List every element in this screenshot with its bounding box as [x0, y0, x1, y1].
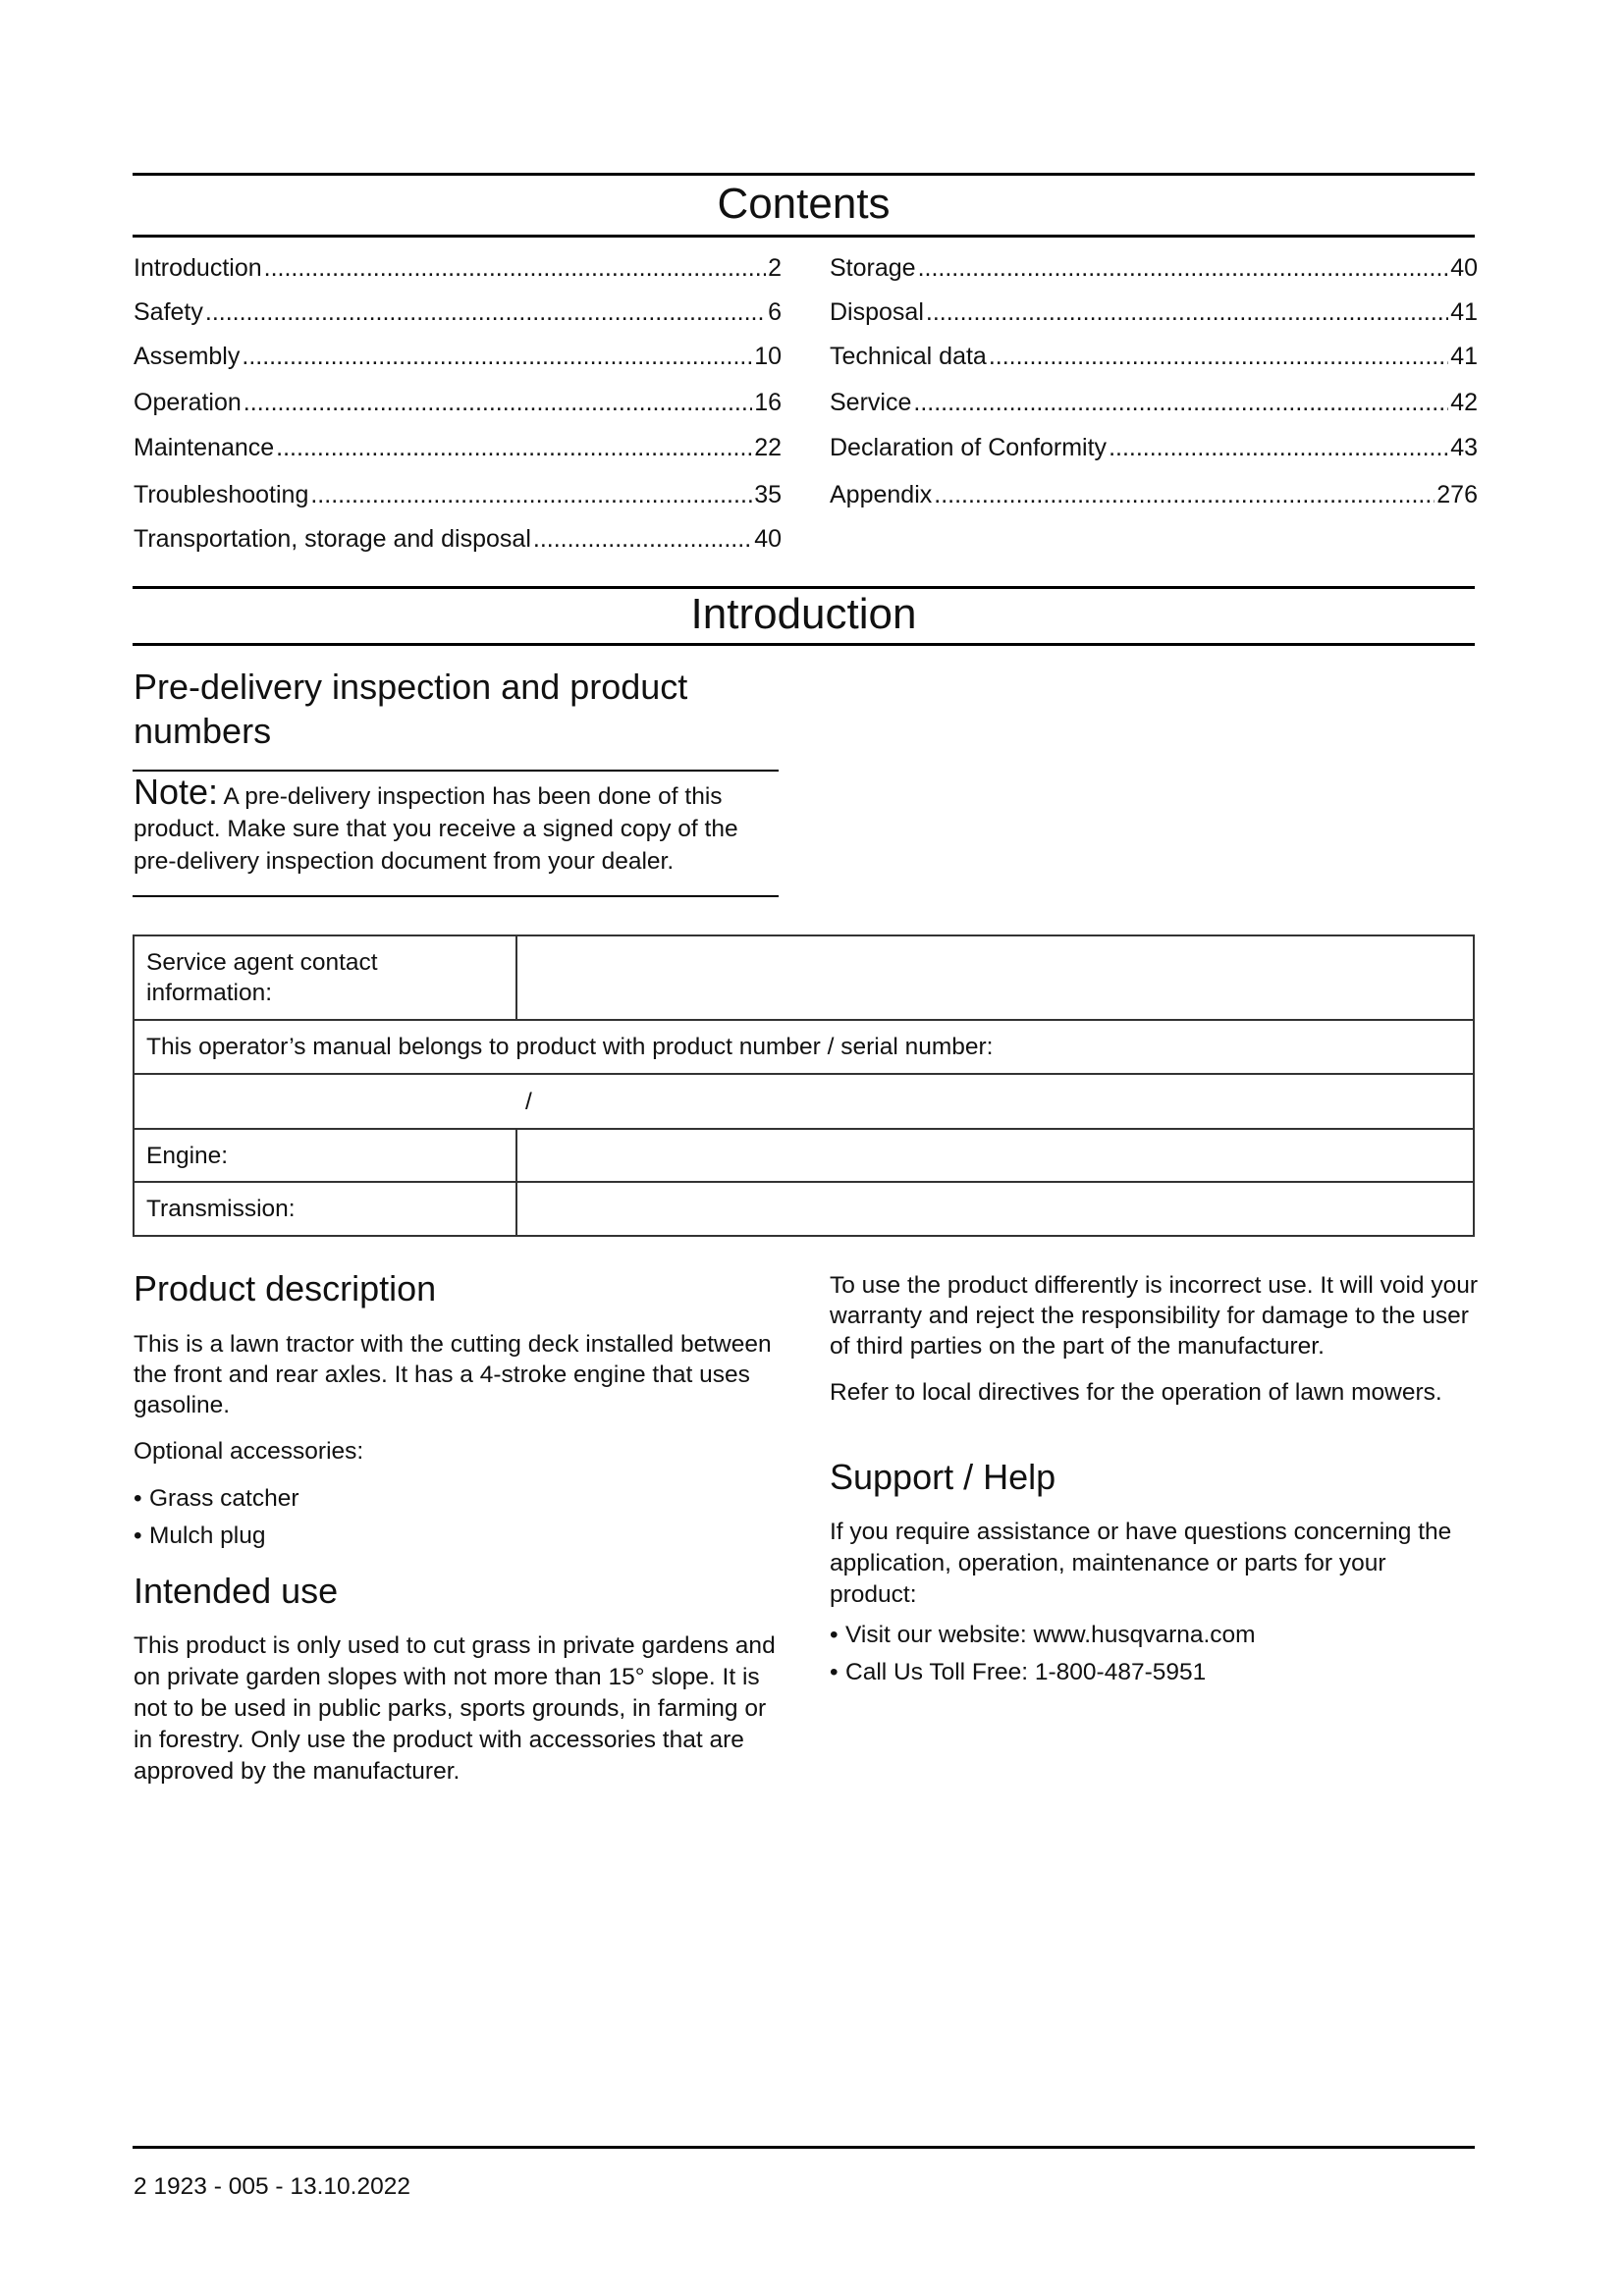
toc-item-safety[interactable]: Safety ..... 6: [134, 297, 782, 327]
support-phone[interactable]: • Call Us Toll Free: 1-800-487-5951: [830, 1659, 1207, 1685]
support-text: If you require assistance or have questions concerning the application, operation, maintenance or parts for your product:: [830, 1519, 1452, 1608]
contents-title: Contents: [717, 180, 891, 228]
incorrect-use-text: To use the product differently is incorrect use. It will void your warranty and reject the responsibility for damage to the user of third parties on the part of the manufacturer.: [830, 1272, 1478, 1360]
intended-use-heading: Intended use: [134, 1571, 339, 1611]
local-directives-text: Refer to local directives for the operation of lawn mowers.: [830, 1379, 1442, 1406]
table-row: [134, 935, 1474, 1020]
toc-item-assembly[interactable]: Assembly ..... 10: [134, 342, 782, 371]
introduction-bottom-rule: [133, 643, 1475, 646]
toc-item-storage[interactable]: Storage ..... 40: [830, 253, 1478, 283]
note-top-rule: [133, 770, 779, 772]
support-heading: Support / Help: [830, 1457, 1056, 1497]
note-label: Note:: [134, 772, 219, 812]
transmission-label: Transmission:: [134, 1182, 516, 1236]
product-info-table: [133, 934, 1475, 1237]
service-agent-field[interactable]: [516, 935, 1474, 1020]
engine-label: Engine:: [134, 1129, 516, 1182]
introduction-title: Introduction: [690, 590, 917, 638]
accessories-intro: Optional accessories:: [134, 1438, 364, 1465]
toc-item-declaration[interactable]: Declaration of Conformity ..... 43: [830, 433, 1478, 462]
manual-belongs-text: This operator’s manual belongs to product with product number / serial number:: [134, 1020, 1474, 1074]
table-row: [134, 1182, 1474, 1236]
transmission-field[interactable]: [516, 1182, 1474, 1236]
footer-rule: [133, 2146, 1475, 2149]
support-website[interactable]: • Visit our website: www.husqvarna.com: [830, 1622, 1256, 1648]
toc-item-operation[interactable]: Operation ..... 16: [134, 388, 782, 417]
service-agent-label: Service agent contact information:: [134, 935, 516, 1020]
toc-item-appendix[interactable]: Appendix ..... 276: [830, 480, 1478, 509]
contents-bottom-rule: [133, 235, 1475, 238]
intended-use-text: This product is only used to cut grass in private gardens and on private garden slopes with not more than 15° slope. It is not to be used in public parks, sports grounds, in farming or in forestry. Only use the product with accessories that are approved by the manufacturer.: [134, 1632, 776, 1785]
engine-field[interactable]: [516, 1129, 1474, 1182]
product-description-heading: Product description: [134, 1268, 437, 1308]
table-row: [134, 1074, 1474, 1129]
toc-item-service[interactable]: Service ..... 42: [830, 388, 1478, 417]
table-row: [134, 1129, 1474, 1182]
support-list: [830, 1620, 1478, 1687]
toc-item-introduction[interactable]: Introduction ..... 2: [134, 253, 782, 283]
note-text: A pre-delivery inspection has been done of this product. Make sure that you receive a signed copy of the pre-delivery inspection document from your dealer.: [134, 783, 738, 875]
product-serial-separator: /: [525, 1088, 532, 1115]
table-row: [134, 1020, 1474, 1074]
footer-text: 2 1923 - 005 - 13.10.2022: [134, 2173, 410, 2200]
toc-item-troubleshooting[interactable]: Troubleshooting ..... 35: [134, 480, 782, 509]
toc-item-maintenance[interactable]: Maintenance ..... 22: [134, 433, 782, 462]
product-serial-field[interactable]: [134, 1074, 1474, 1129]
toc-item-transportation[interactable]: Transportation, storage and disposal ..... 40: [134, 524, 782, 554]
toc-item-technical-data[interactable]: Technical data ..... 41: [830, 342, 1478, 371]
accessories-list: [134, 1483, 782, 1551]
contents-top-rule: [133, 173, 1475, 176]
predelivery-heading: Pre-delivery inspection and product numbers: [134, 667, 688, 751]
toc-item-disposal[interactable]: Disposal ..... 41: [830, 297, 1478, 327]
product-description-text: This is a lawn tractor with the cutting deck installed between the front and rear axles. It has a 4-stroke engine that uses gasoline.: [134, 1331, 772, 1418]
list-item: • Grass catcher: [134, 1485, 299, 1512]
note-bottom-rule: [133, 895, 779, 897]
note-box: [134, 772, 782, 878]
list-item: • Mulch plug: [134, 1522, 266, 1549]
